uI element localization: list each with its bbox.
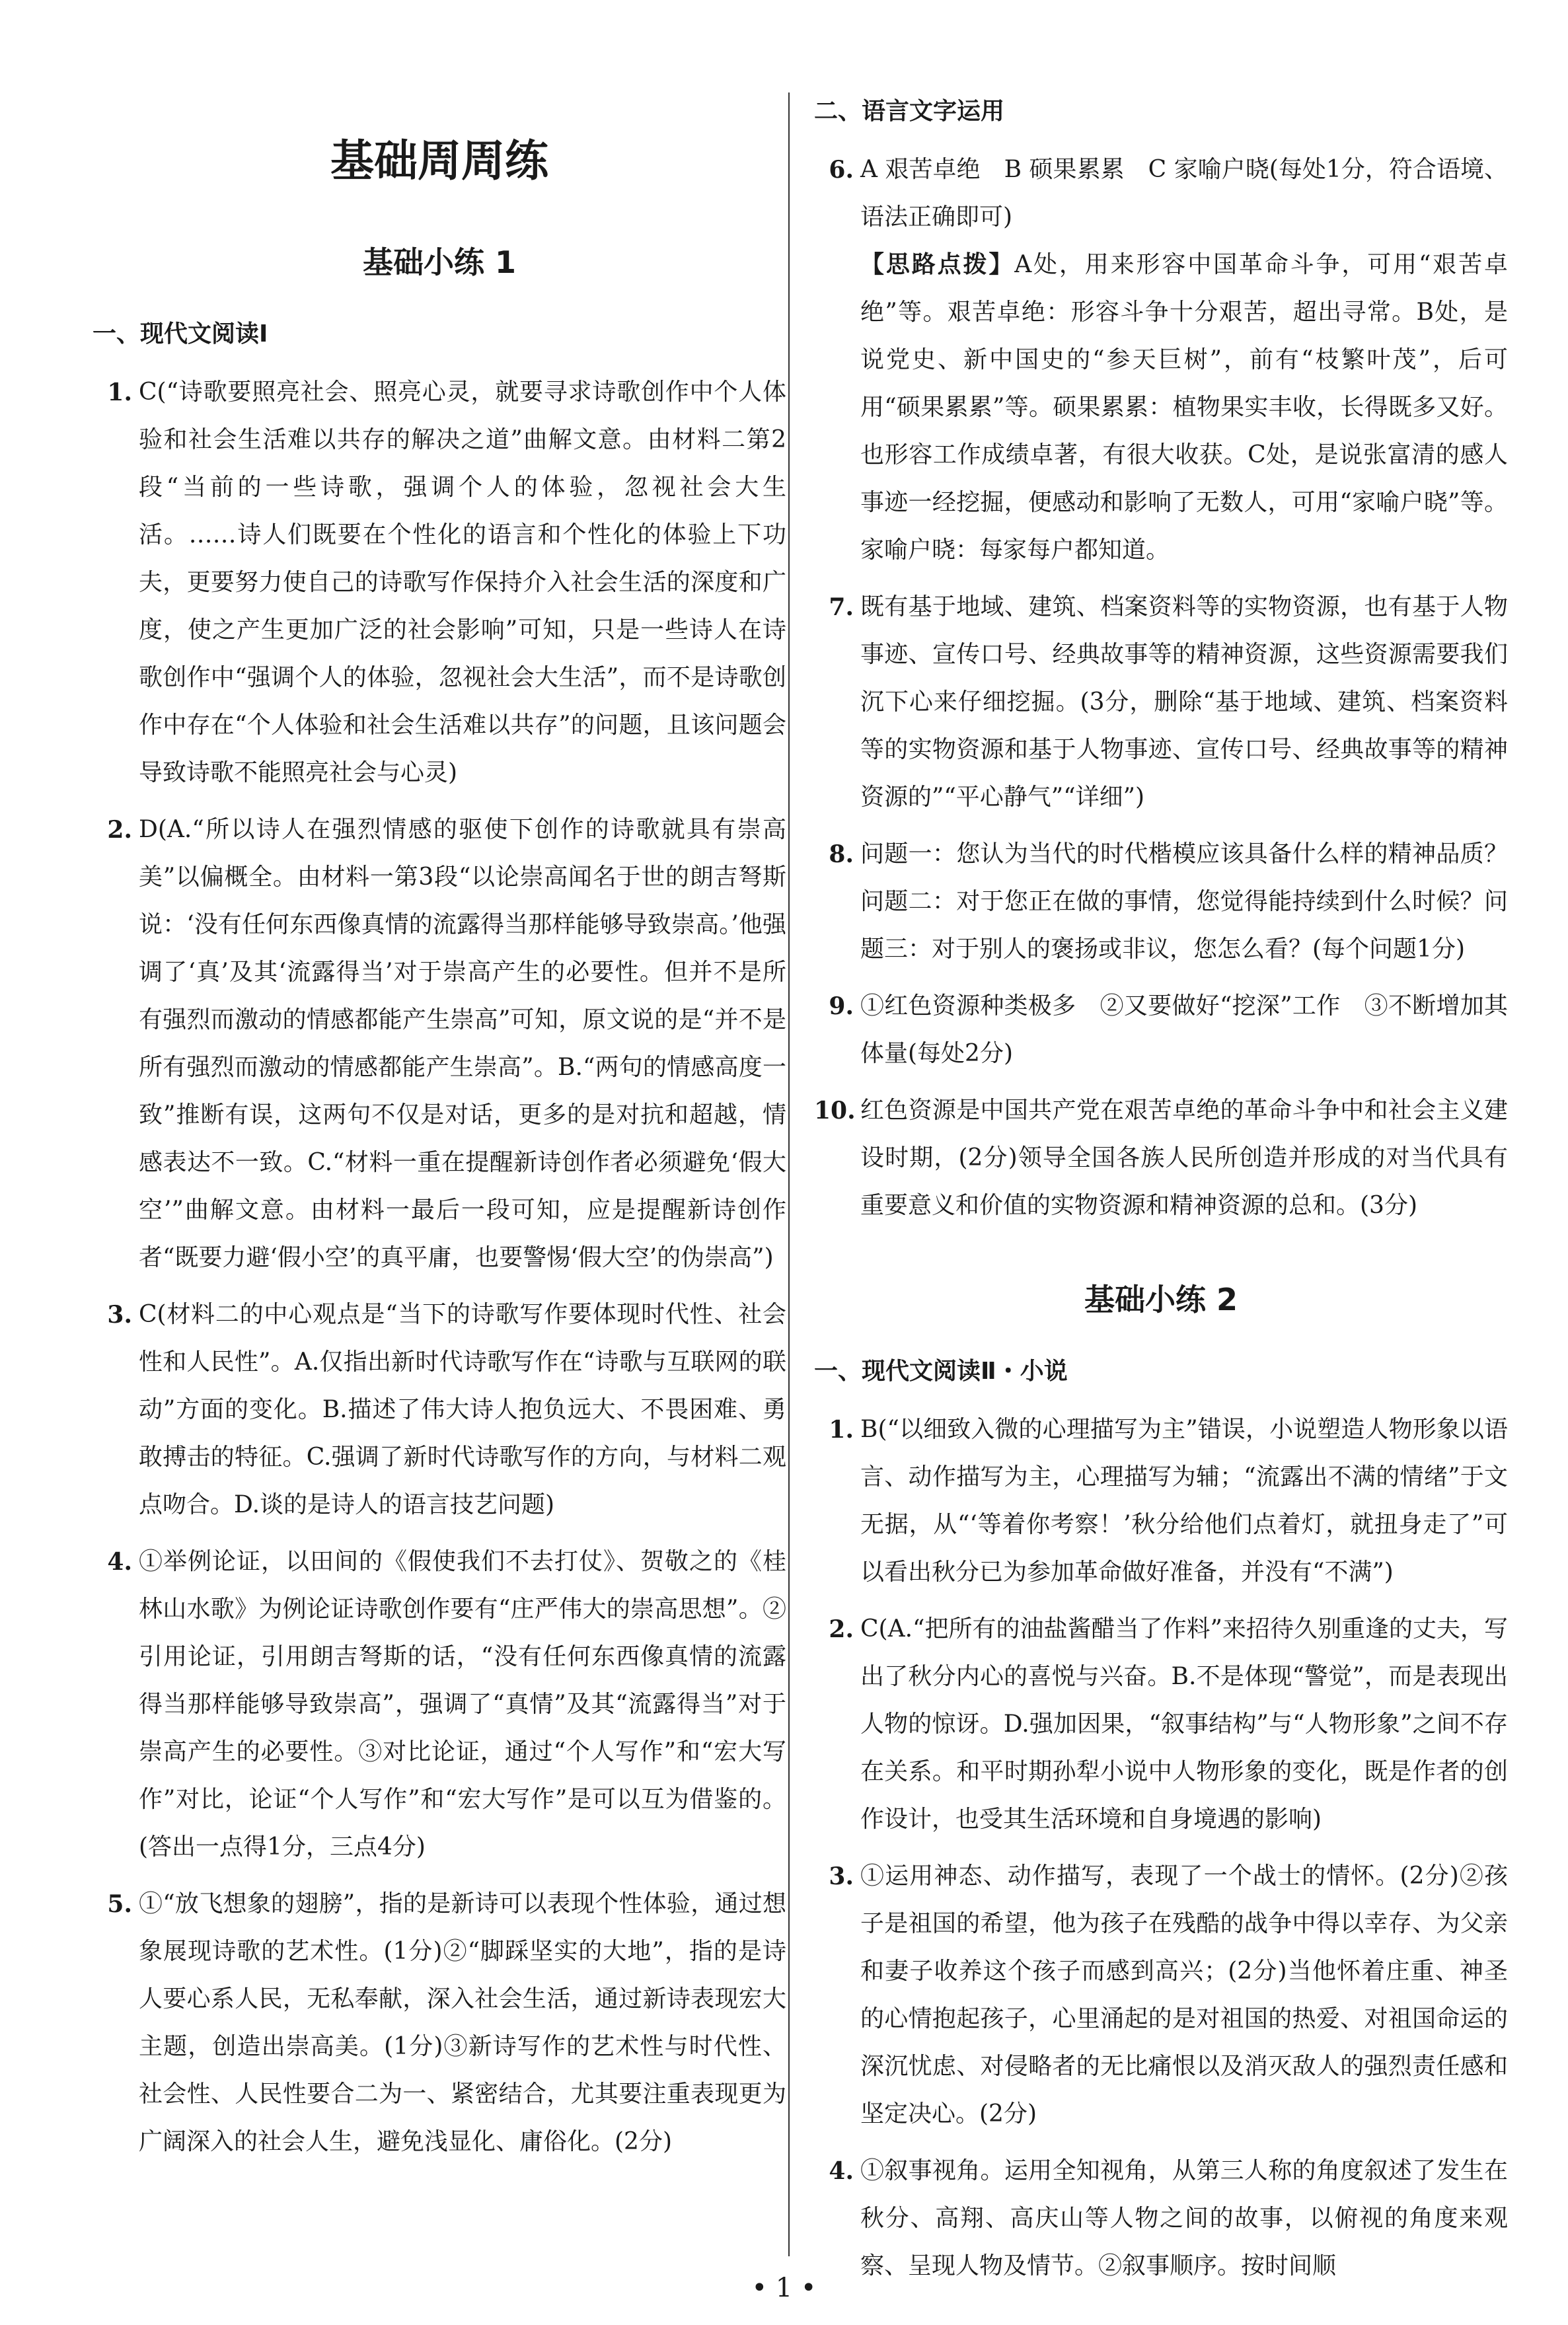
answer-item — [93, 1538, 786, 1871]
answer-item — [814, 830, 1508, 973]
answer-item — [814, 583, 1508, 821]
answer-text: 既有基于地域、建筑、档案资料等的实物资源，也有基于人物事迹、宣传口号、经典故事等的精神资源，这些资源需要我们沉下心来仔细挖掘。(3分，删除“基于地域、建筑、档案资料等的实物资源和基于人物事迹、宣传口号、经典故事等的精神资源的”“平心静气”“详细”) — [860, 593, 1508, 811]
answer-number: 5. — [107, 1890, 132, 1918]
hint-label: 【思路点拨】 — [860, 251, 1015, 278]
answer-text — [860, 146, 1508, 574]
answer-main: A 艰苦卓绝 B 硕果累累 C 家喻户晓(每处1分，符合语境、语法正确即可) — [860, 156, 1508, 231]
answer-text: 问题一：您认为当代的时代楷模应该具备什么样的精神品质？问题二：对于您正在做的事情，您觉得能持续到什么时候？问题三：对于别人的褒扬或非议，您怎么看？(每个问题1分) — [860, 840, 1508, 963]
section-heading: 一、现代文阅读Ⅰ — [93, 320, 268, 348]
answer-item — [814, 1605, 1508, 1843]
answer-number: 10. — [814, 1097, 856, 1125]
column-divider — [788, 92, 790, 2256]
answer-item — [814, 2147, 1508, 2290]
answer-number: 6. — [829, 156, 854, 184]
answer-item — [814, 146, 1508, 574]
answer-item — [814, 1087, 1508, 1230]
answer-text: ①运用神态、动作描写，表现了一个战士的情怀。(2分)②孩子是祖国的希望，他为孩子在残酷的战争中得以幸存、为父亲和妻子收养这个孩子而感到高兴；(2分)当他怀着庄重、神圣的心情抱起孩子，心里涌起的是对祖国的热爱、对祖国命运的深沉忧虑、对侵略者的无比痛恨以及消灭敌人的强烈责任感和坚定决心。(2分) — [860, 1863, 1508, 2127]
answer-number: 1. — [829, 1416, 854, 1444]
answer-item — [93, 1880, 786, 2166]
page-number: • 1 • — [751, 2273, 817, 2303]
answer-item — [93, 1291, 786, 1529]
answer-number: 8. — [829, 840, 854, 868]
answer-number: 4. — [829, 2157, 854, 2185]
answer-text: ①“放飞想象的翅膀”，指的是新诗可以表现个性体验，通过想象展现诗歌的艺术性。(1分)②“脚踩坚实的大地”，指的是诗人要心系人民，无私奉献，深入社会生活，通过新诗表现宏大主题，创造出崇高美。(1分)③新诗写作的艺术性与时代性、社会性、人民性要合二为一、紧密结合，尤其要注重表现更为广阔深入的社会人生，避免浅显化、庸俗化。(2分) — [139, 1890, 786, 2155]
answer-number: 1. — [107, 379, 132, 406]
answer-item — [814, 1406, 1508, 1596]
answer-number: 4. — [107, 1548, 132, 1576]
answer-text: D(A.“所以诗人在强烈情感的驱使下创作的诗歌就具有崇高美”以偏概全。由材料一第3段“以论崇高闻名于世的朗吉弩斯说：‘没有任何东西像真情的流露得当那样能够导致崇高。’他强调了‘真’及其‘流露得当’对于崇高产生的必要性。但并不是所有强烈而激动的情感都能产生崇高”可知，原文说的是“并不是所有强烈而激动的情感都能产生崇高”。B.“两句的情感高度一致”推断有误，这两句不仅是对话，更多的是对抗和超越，情感表达不一致。C.“材料一重在提醒新诗创作者必须避免‘假大空’”曲解文意。由材料一最后一段可知，应是提醒新诗创作者“既要力避‘假小空’的真平庸，也要警惕‘假大空’的伪崇高”) — [139, 816, 786, 1271]
answer-text: ①叙事视角。运用全知视角，从第三人称的角度叙述了发生在秋分、高翔、高庆山等人物之间的故事，以俯视的角度来观察、呈现人物及情节。②叙事顺序。按时间顺 — [860, 2157, 1508, 2279]
exercise-title-2: 基础小练 2 — [1084, 1282, 1238, 1317]
answer-text: B(“以细致入微的心理描写为主”错误，小说塑造人物形象以语言、动作描写为主，心理描写为辅；“流露出不满的情绪”于文无据，从“‘等着你考察！’秋分给他们点着灯，就扭身走了”可以看出秋分已为参加革命做好准备，并没有“不满”) — [860, 1416, 1508, 1586]
answer-number: 3. — [107, 1301, 132, 1329]
answer-item — [93, 806, 786, 1282]
answer-text: ①举例论证，以田间的《假使我们不去打仗》、贺敬之的《桂林山水歌》为例论证诗歌创作要有“庄严伟大的崇高思想”。②引用论证，引用朗吉弩斯的话，“没有任何东西像真情的流露得当那样能够导致崇高”，强调了“真情”及其“流露得当”对于崇高产生的必要性。③对比论证，通过“个人写作”和“宏大写作”对比，论证“个人写作”和“宏大写作”是可以互为借鉴的。(答出一点得1分，三点4分) — [139, 1548, 786, 1861]
answer-number: 2. — [107, 816, 132, 844]
exercise-title-1: 基础小练 1 — [362, 244, 517, 280]
left-column — [93, 92, 786, 2175]
answer-item — [814, 982, 1508, 1078]
answer-number: 7. — [829, 593, 854, 621]
right-column — [814, 92, 1508, 2299]
answer-text: ①红色资源种类极多 ②又要做好“挖深”工作 ③不断增加其体量(每处2分) — [860, 992, 1508, 1067]
answer-item — [814, 1853, 1508, 2138]
section-heading: 一、现代文阅读Ⅱ・小说 — [814, 1358, 1068, 1385]
answer-text: C(A.“把所有的油盐酱醋当了作料”来招待久别重逢的丈夫，写出了秋分内心的喜悦与兴奋。B.不是体现“警觉”，而是表现出人物的惊讶。D.强加因果，“叙事结构”与“人物形象”之间不存在关系。和平时期孙犁小说中人物形象的变化，既是作者的创作设计，也受其生活环境和自身境遇的影响) — [860, 1615, 1508, 1833]
answer-text: 红色资源是中国共产党在艰苦卓绝的革命斗争中和社会主义建设时期，(2分)领导全国各族人民所创造并形成的对当代具有重要意义和价值的实物资源和精神资源的总和。(3分) — [860, 1097, 1508, 1219]
answer-number: 3. — [829, 1863, 854, 1890]
section-heading: 二、语言文字运用 — [814, 98, 1005, 125]
page-title: 基础周周练 — [330, 135, 548, 186]
answer-text: C(“诗歌要照亮社会、照亮心灵，就要寻求诗歌创作中个人体验和社会生活难以共存的解决之道”曲解文意。由材料二第2段“当前的一些诗歌，强调个人的体验，忽视社会大生活。……诗人们既要在个性化的语言和个性化的体验上下功夫，更要努力使自己的诗歌写作保持介入社会生活的深度和广度，使之产生更加广泛的社会影响”可知，只是一些诗人在诗歌创作中“强调个人的体验，忽视社会大生活”，而不是诗歌创作中存在“个人体验和社会生活难以共存”的问题，且该问题会导致诗歌不能照亮社会与心灵) — [139, 379, 786, 786]
hint-text: A处，用来形容中国革命斗争，可用“艰苦卓绝”等。艰苦卓绝：形容斗争十分艰苦，超出寻常。B处，是说党史、新中国史的“参天巨树”，前有“枝繁叶茂”，后可用“硕果累累”等。硕果累累：植物果实丰收，长得既多又好。也形容工作成绩卓著，有很大收获。C处，是说张富清的感人事迹一经挖掘，便感动和影响了无数人，可用“家喻户晓”等。家喻户晓：每家每户都知道。 — [860, 251, 1508, 564]
answer-number: 9. — [829, 992, 854, 1020]
answer-number: 2. — [829, 1615, 854, 1643]
answer-item — [93, 369, 786, 797]
answer-text: C(材料二的中心观点是“当下的诗歌写作要体现时代性、社会性和人民性”。A.仅指出新时代诗歌写作在“诗歌与互联网的联动”方面的变化。B.描述了伟大诗人抱负远大、不畏困难、勇敢搏击的特征。C.强调了新时代诗歌写作的方向，与材料二观点吻合。D.谈的是诗人的语言技艺问题) — [139, 1301, 786, 1518]
